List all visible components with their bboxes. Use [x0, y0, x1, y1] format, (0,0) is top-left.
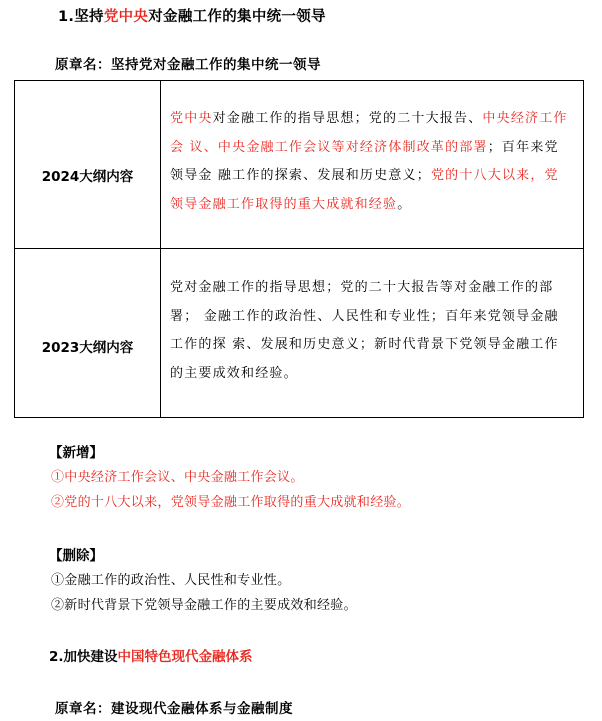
row2024-line3-red: 党的十八大以来，党 [430, 168, 559, 183]
row2024-line4-red: 领导金融工作取得的重大成就和经验 [170, 196, 398, 212]
row2023-line4: 的主要成效和经验。 [170, 365, 298, 381]
section2-heading-highlight: 中国特色现代金融体系 [117, 649, 253, 665]
comparison-table [14, 80, 584, 418]
row2024-line3-black: 领导金 融工作的探索、发展和历史意义； [170, 168, 431, 183]
row2024-line4-black: 。 [397, 196, 412, 212]
row2024-line3 [170, 162, 578, 191]
row2024-line1-black: 对金融工作的指导思想；党的二十大报告、 [212, 111, 483, 126]
deleted-tag: 【删除】 [49, 548, 103, 564]
row2024-line2-black: ；百年来党 [487, 139, 559, 155]
row-content-2023 [170, 274, 578, 388]
section1-heading-prefix: 1.坚持 [58, 9, 104, 25]
row2024-line2 [170, 134, 578, 163]
row2023-line1: 党对金融工作的指导思想；党的二十大报告等对金融工作的部 [170, 280, 554, 295]
row2023-line2: 署； 金融工作的政治性、人民性和专业性；百年来党领导金融 [170, 308, 559, 324]
section2-heading [49, 645, 253, 665]
section2-heading-prefix: 2.加快建设 [49, 649, 118, 665]
row2024-line4 [170, 191, 578, 220]
added-tag: 【新增】 [49, 445, 103, 461]
row-label-2023: 2023大纲内容 [41, 340, 134, 356]
row2024-line2-red: 会 议、中央金融工作会议等对经济体制改革的部署 [170, 139, 488, 155]
row2024-line1-red-a: 党中央 [170, 111, 213, 126]
row-label-2024: 2024大纲内容 [41, 169, 134, 185]
row2024-line1 [170, 105, 578, 134]
section2-original-title: 原章名：建设现代金融体系与金融制度 [55, 701, 293, 717]
added-item-2: ②党的十八大以来，党领导金融工作取得的重大成就和经验。 [51, 495, 411, 510]
deleted-item-1: ①金融工作的政治性、人民性和专业性。 [51, 573, 291, 588]
section1-heading-suffix: 对金融工作的集中统一领导 [148, 9, 326, 25]
section1-original-title: 原章名：坚持党对金融工作的集中统一领导 [55, 57, 321, 73]
added-item-1: ①中央经济工作会议、中央金融工作会议。 [51, 470, 304, 485]
section1-heading [58, 5, 326, 26]
deleted-item-2: ②新时代背景下党领导金融工作的主要成效和经验。 [51, 598, 357, 613]
row2023-line3: 工作的探 索、发展和历史意义；新时代背景下党领导金融工作 [170, 337, 559, 352]
table-column-divider [160, 81, 161, 417]
row-content-2024 [170, 105, 578, 219]
section1-heading-highlight: 党中央 [103, 9, 149, 25]
row2024-line1-red-b: 中央经济工作 [482, 111, 568, 126]
table-row-divider [15, 248, 583, 249]
